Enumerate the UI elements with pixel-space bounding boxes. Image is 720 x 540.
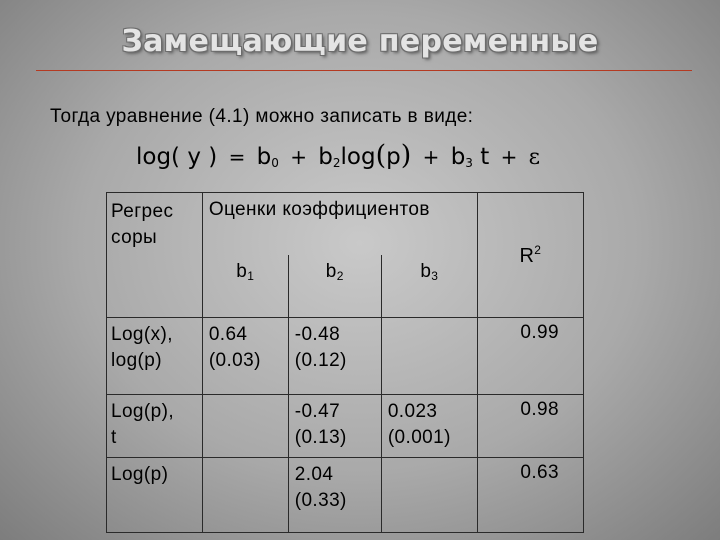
b3-estimate: 0.023 [387, 401, 438, 422]
regression-table [106, 192, 584, 533]
regressor-line2: t [111, 427, 117, 448]
regressors-header-line1: Регрес [111, 201, 174, 222]
equation-rparen: ) [400, 140, 412, 171]
b3-std-error: (0.001) [387, 427, 451, 448]
r2-value: 0.63 [520, 462, 559, 483]
regressors-header-line2: соры [111, 227, 158, 248]
regressor-line1: Log(p) [111, 464, 169, 485]
b3-header-sub: 3 [431, 269, 439, 283]
b2-cell [288, 318, 381, 395]
equation-b3: b [450, 144, 466, 170]
equation-b0: b [256, 144, 272, 170]
b3-cell [381, 458, 477, 533]
slide-title: Замещающие переменные [121, 24, 599, 59]
r2-cell [477, 395, 583, 458]
b2-std-error: (0.12) [294, 350, 347, 371]
regressor-cell [107, 318, 203, 395]
regressor-cell [107, 395, 203, 458]
b2-header-letter: b [325, 261, 337, 282]
r2-value: 0.98 [520, 399, 559, 420]
r2-cell [477, 318, 583, 395]
b1-header-sub: 1 [247, 269, 255, 283]
equation-log: log [340, 144, 376, 170]
b2-header-sub: 2 [336, 269, 344, 283]
equation-b2-sub: 2 [332, 156, 341, 170]
equation-lhs: log( y ) [136, 144, 218, 170]
b2-std-error: (0.33) [294, 490, 347, 511]
equation-b3-sub: 3 [465, 156, 473, 170]
equation-lparen: ( [375, 140, 387, 171]
b3-cell [381, 318, 477, 395]
r2-header-sup: 2 [534, 242, 542, 257]
estimates-header-label: Оценки коэффициентов [208, 199, 430, 220]
table-row [107, 318, 584, 395]
b1-header [202, 255, 288, 318]
regressor-cell [107, 458, 203, 533]
equation-b0-sub: 0 [271, 156, 279, 170]
b2-estimate: -0.47 [294, 401, 341, 422]
table-row [107, 458, 584, 533]
regressor-line1: Log(p), [111, 401, 175, 422]
equation-p: p [386, 144, 401, 170]
table-row [107, 395, 584, 458]
b1-estimate: 0.64 [208, 324, 248, 345]
b1-std-error: (0.03) [208, 350, 261, 371]
intro-text: Тогда уравнение (4.1) можно записать в виде: [50, 106, 474, 127]
r2-value: 0.99 [520, 322, 559, 343]
title-underline [36, 70, 692, 71]
b2-cell [288, 395, 381, 458]
b1-cell [202, 318, 288, 395]
b3-cell [381, 395, 477, 458]
b2-cell [288, 458, 381, 533]
b2-std-error: (0.13) [294, 427, 347, 448]
b2-header [288, 255, 381, 318]
b3-header-letter: b [420, 261, 432, 282]
b2-estimate: -0.48 [294, 324, 341, 345]
b2-estimate: 2.04 [294, 464, 334, 485]
equation [136, 140, 540, 171]
estimates-header [202, 193, 477, 256]
equation-equals: = [228, 145, 246, 169]
b1-header-letter: b [236, 261, 248, 282]
equation-plus-2: + [422, 145, 440, 169]
b1-cell [202, 458, 288, 533]
regressor-line1: Log(x), [111, 324, 173, 345]
r2-header-base: R [519, 244, 535, 267]
equation-t: t [480, 144, 490, 170]
equation-plus-1: + [290, 145, 307, 169]
b1-cell [202, 395, 288, 458]
equation-b2: b [318, 144, 333, 170]
regressor-line2: log(p) [111, 350, 162, 371]
equation-epsilon: ε [528, 145, 541, 170]
b3-header [381, 255, 477, 318]
r2-header [477, 193, 583, 318]
equation-plus-3: + [500, 145, 518, 169]
regressors-header [107, 193, 203, 318]
r2-cell [477, 458, 583, 533]
